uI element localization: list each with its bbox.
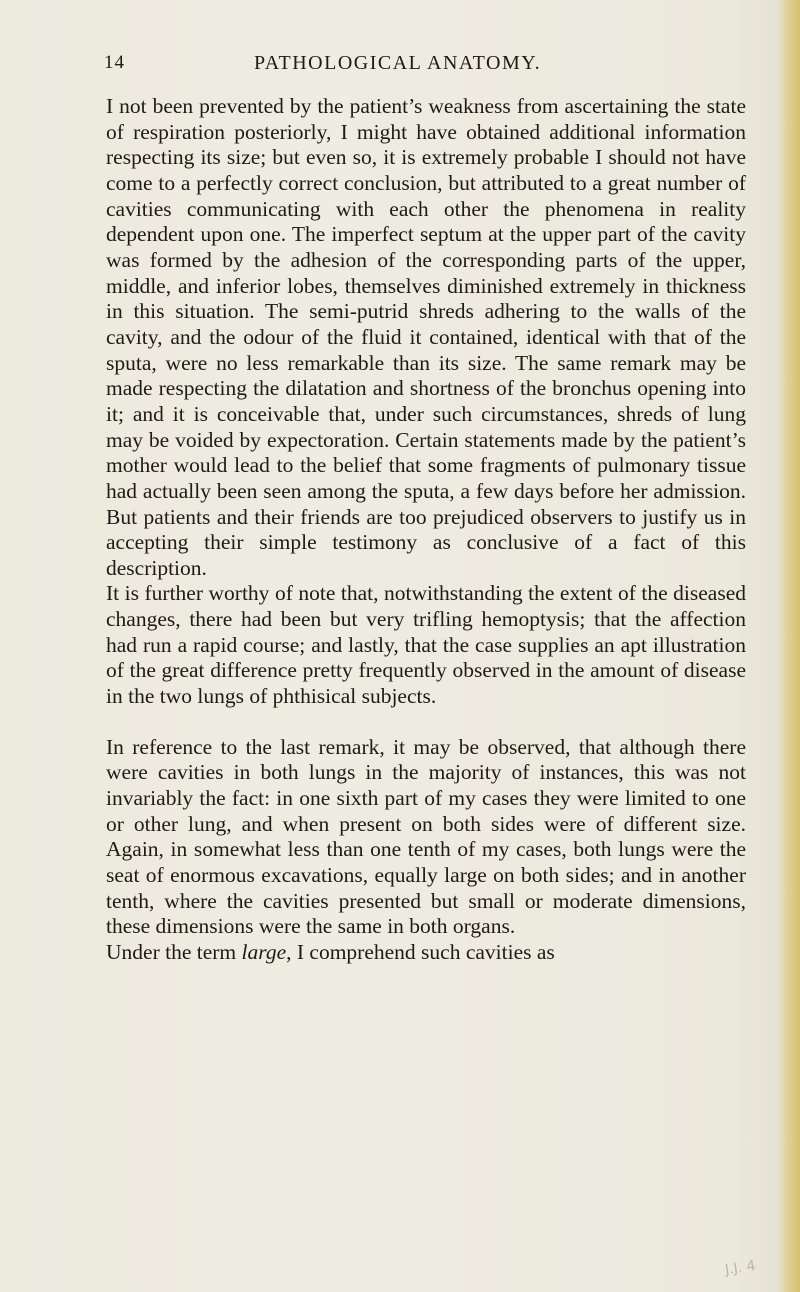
page-edge-stain: [778, 0, 800, 1292]
paragraph-4: [106, 940, 746, 966]
paragraph-2: It is further worthy of note that, notwithstanding the extent of the diseased changes, there had been but very trifling hemoptysis; that the affection had run a rapid course; and lastly, that the case supplies an apt illustration of the great difference pretty frequently observed in the amount of disease in the two lungs of phthisical subjects.: [106, 581, 746, 709]
paragraph-gap: [106, 710, 746, 735]
paragraph-4-end: , I comprehend such cavities as: [286, 940, 555, 964]
running-head: PATHOLOGICAL ANATOMY.: [254, 52, 542, 74]
page-number: 14: [104, 52, 125, 73]
paragraph-1: I not been prevented by the patient’s weakness from ascertaining the state of respiration posteriorly, I might have obtained additional information respecting its size; but even so, it is extremely probable I should not have come to a perfectly correct conclusion, but attributed to a great number of cavities communicating with each other the phenomena in reality dependent upon one. The imperfect septum at the upper part of the cavity was formed by the adhesion of the corresponding parts of the upper, middle, and inferior lobes, themselves diminished extremely in thickness in this situation. The semi-putrid shreds adhering to the walls of the cavity, and the odour of the fluid it contained, identical with that of the sputa, were no less remarkable than its size. The same remark may be made respecting the dilatation and shortness of the bronchus opening into it; and it is conceivable that, under such circumstances, shreds of lung may be voided by expectoration. Certain statements made by the patient’s mother would lead to the belief that some fragments of pulmonary tissue had actually been seen among the sputa, a few days before her admission. But patients and their friends are too prejudiced observers to justify us in accepting their simple testimony as conclusive of a fact of this description.: [106, 94, 746, 580]
pencil-margin-note: J.J. 4: [724, 1257, 757, 1279]
page-header: [104, 52, 744, 82]
body-text: [106, 94, 746, 966]
paragraph-4-start: Under the term: [106, 940, 242, 964]
paragraph-4-italic: large: [241, 940, 287, 964]
paragraph-3: In reference to the last remark, it may be observed, that although there were cavities in both lungs in the majority of instances, this was not invariably the fact: in one sixth part of my cases they were limited to one or other lung, and when present on both sides were of different size. Again, in somewhat less than one tenth of my cases, both lungs were the seat of enormous excavations, equally large on both sides; and in another tenth, where the cavities presented but small or moderate dimensions, these dimensions were the same in both organs.: [106, 734, 746, 939]
